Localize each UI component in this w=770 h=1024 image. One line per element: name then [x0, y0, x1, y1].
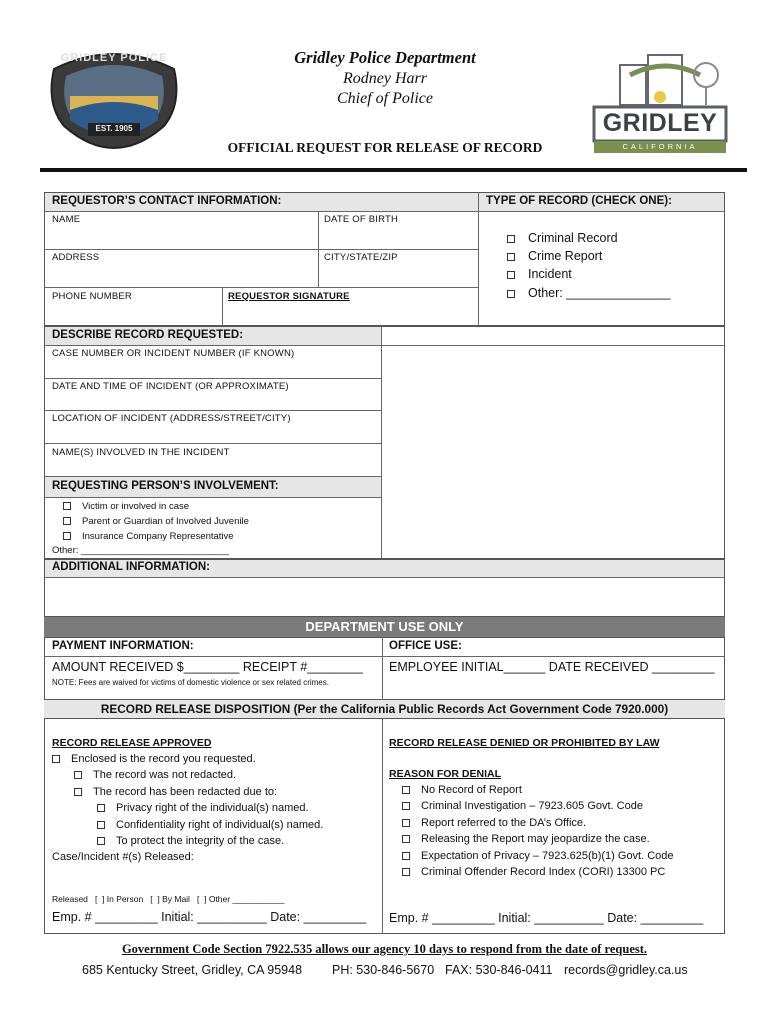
- name-field[interactable]: NAME: [52, 214, 81, 225]
- divider: [44, 443, 381, 444]
- case-released-field[interactable]: Case/Incident #(s) Released:: [52, 851, 194, 863]
- record-type-option[interactable]: [507, 286, 671, 300]
- checkbox-icon[interactable]: [507, 290, 515, 298]
- divider: [44, 345, 725, 346]
- denial-reason-option[interactable]: [402, 866, 665, 878]
- option-label: Enclosed is the record you requested.: [71, 753, 256, 765]
- redaction-reason-option[interactable]: [97, 802, 309, 814]
- city-logo-name: GRIDLEY: [602, 109, 718, 137]
- denied-heading: RECORD RELEASE DENIED OR PROHIBITED BY LAW: [389, 737, 660, 749]
- checkbox-icon[interactable]: [97, 837, 105, 845]
- option-label: Releasing the Report may jeopardize the case.: [421, 833, 650, 845]
- checkbox-icon[interactable]: [63, 517, 71, 525]
- checkbox-icon[interactable]: [402, 819, 410, 827]
- signature-field[interactable]: REQUESTOR SIGNATURE: [228, 291, 350, 302]
- footer-fax: FAX: 530-846-0411: [445, 963, 553, 977]
- option-label: Incident: [528, 267, 572, 281]
- divider: [44, 497, 381, 498]
- requestor-heading: REQUESTOR’S CONTACT INFORMATION:: [52, 195, 282, 207]
- option-label: Expectation of Privacy – 7923.625(b)(1) Govt. Code: [421, 850, 674, 862]
- option-label: Privacy right of the individual(s) named.: [116, 802, 309, 814]
- checkbox-icon[interactable]: [74, 771, 82, 779]
- divider: [44, 378, 381, 379]
- option-label: The record has been redacted due to:: [93, 786, 278, 798]
- option-label: Parent or Guardian of Involved Juvenile: [82, 516, 249, 527]
- describe-heading: DESCRIBE RECORD REQUESTED:: [52, 329, 244, 341]
- police-badge: [44, 44, 184, 149]
- incident-date-field[interactable]: DATE AND TIME OF INCIDENT (OR APPROXIMATE): [52, 381, 289, 392]
- denial-reason-option[interactable]: [402, 800, 643, 812]
- denied-signoff-field[interactable]: Emp. # _________ Initial: __________ Date: _________: [389, 911, 704, 925]
- additional-heading: ADDITIONAL INFORMATION:: [52, 561, 211, 573]
- checkbox-icon[interactable]: [402, 852, 410, 860]
- option-label: Victim or involved in case: [82, 501, 190, 512]
- redaction-reason-option[interactable]: [97, 819, 323, 831]
- dept-use-heading: DEPARTMENT USE ONLY: [305, 619, 464, 634]
- divider: [44, 577, 725, 578]
- record-type-option[interactable]: [507, 249, 602, 263]
- option-label: Report referred to the DA’s Office.: [421, 817, 587, 829]
- redaction-reason-option[interactable]: [97, 835, 284, 847]
- option-label: To protect the integrity of the case.: [116, 835, 285, 847]
- option-label: Criminal Offender Record Index (CORI) 13300 PC: [421, 866, 666, 878]
- divider: [44, 287, 478, 288]
- case-number-field[interactable]: CASE NUMBER OR INCIDENT NUMBER (IF KNOWN): [52, 348, 295, 359]
- checkbox-icon[interactable]: [63, 532, 71, 540]
- checkbox-icon[interactable]: [97, 821, 105, 829]
- involvement-option[interactable]: [63, 516, 249, 527]
- involvement-option[interactable]: [63, 531, 234, 542]
- incident-location-field[interactable]: LOCATION OF INCIDENT (ADDRESS/STREET/CITY): [52, 413, 291, 424]
- divider: [44, 249, 478, 250]
- checkbox-icon[interactable]: [507, 235, 515, 243]
- denial-reason-option[interactable]: [402, 784, 522, 796]
- option-label: No Record of Report: [421, 784, 522, 796]
- divider: [382, 718, 383, 934]
- chief-title: Chief of Police: [337, 90, 433, 107]
- checkbox-icon[interactable]: [507, 271, 515, 279]
- option-label: Criminal Record: [528, 231, 618, 245]
- option-label: Criminal Investigation – 7923.605 Govt. Code: [421, 800, 643, 812]
- approved-signoff-field[interactable]: Emp. # _________ Initial: __________ Date: _________: [52, 910, 367, 924]
- office-heading: OFFICE USE:: [389, 640, 462, 652]
- option-label: Confidentiality right of individual(s) named.: [116, 819, 324, 831]
- checkbox-icon[interactable]: [63, 502, 71, 510]
- released-method-field[interactable]: Released [ ] In Person [ ] By Mail [ ] Other ___________: [52, 894, 285, 904]
- not-redacted-option[interactable]: [74, 769, 236, 781]
- header-rule: [40, 168, 747, 172]
- involvement-option[interactable]: [63, 501, 189, 512]
- option-label: Insurance Company Representative: [82, 531, 234, 542]
- form-title: OFFICIAL REQUEST FOR RELEASE OF RECORD: [227, 140, 543, 155]
- record-type-heading: TYPE OF RECORD (CHECK ONE):: [486, 195, 672, 207]
- divider: [222, 287, 223, 326]
- divider: [381, 326, 382, 559]
- payment-heading: PAYMENT INFORMATION:: [52, 640, 194, 652]
- checkbox-icon[interactable]: [402, 868, 410, 876]
- approved-heading: RECORD RELEASE APPROVED: [52, 737, 212, 749]
- payment-note: NOTE: Fees are waived for victims of domestic violence or sex related crimes.: [52, 678, 329, 687]
- chief-name: Rodney Harr: [343, 70, 427, 87]
- involvement-other-field[interactable]: Other: ____________________________: [52, 545, 229, 556]
- city-logo-state: CALIFORNIA: [622, 142, 698, 151]
- denial-reason-option[interactable]: [402, 817, 586, 829]
- footer-phone: PH: 530-846-5670: [332, 963, 435, 977]
- badge-bottom-text: EST. 1905: [95, 124, 133, 133]
- checkbox-icon[interactable]: [402, 802, 410, 810]
- names-involved-field[interactable]: NAME(S) INVOLVED IN THE INCIDENT: [52, 447, 230, 458]
- checkbox-icon[interactable]: [402, 786, 410, 794]
- record-type-option[interactable]: [507, 231, 618, 245]
- checkbox-icon[interactable]: [74, 788, 82, 796]
- dob-field[interactable]: DATE OF BIRTH: [324, 214, 399, 225]
- amount-received-field[interactable]: AMOUNT RECEIVED $________ RECEIPT #________: [52, 660, 363, 674]
- denial-reason-heading: REASON FOR DENIAL: [389, 768, 502, 780]
- gov-code-notice: Government Code Section 7922.535 allows our agency 10 days to respond from the date of request.: [121, 942, 648, 956]
- divider: [382, 637, 383, 700]
- disposition-heading: RECORD RELEASE DISPOSITION (Per the California Public Records Act Government Code 7920.000): [100, 702, 669, 716]
- option-label: Crime Report: [528, 249, 603, 263]
- divider: [44, 211, 725, 212]
- record-type-option[interactable]: [507, 267, 572, 281]
- divider: [478, 192, 479, 326]
- checkbox-icon[interactable]: [507, 253, 515, 261]
- denial-reason-option[interactable]: [402, 850, 674, 862]
- badge-top-text: GRIDLEY POLICE: [60, 52, 168, 64]
- department-name: Gridley Police Department: [294, 48, 476, 67]
- employee-initial-field[interactable]: EMPLOYEE INITIAL______ DATE RECEIVED _________: [389, 660, 715, 674]
- enclosed-option[interactable]: [52, 753, 256, 765]
- involvement-heading: REQUESTING PERSON’S INVOLVEMENT:: [52, 480, 279, 492]
- city-state-zip-field[interactable]: CITY/STATE/ZIP: [324, 252, 398, 263]
- divider: [44, 656, 725, 657]
- redacted-option[interactable]: [74, 786, 277, 798]
- phone-field[interactable]: PHONE NUMBER: [52, 291, 132, 302]
- checkbox-icon[interactable]: [52, 755, 60, 763]
- checkbox-icon[interactable]: [97, 804, 105, 812]
- city-logo: [590, 45, 730, 157]
- footer-email[interactable]: records@gridley.ca.us: [564, 963, 688, 977]
- divider: [44, 410, 381, 411]
- footer-address: 685 Kentucky Street, Gridley, CA 95948: [82, 963, 303, 977]
- option-label: The record was not redacted.: [93, 769, 237, 781]
- denial-reason-option[interactable]: [402, 833, 650, 845]
- address-field[interactable]: ADDRESS: [52, 252, 100, 263]
- option-label: Other: _______________: [528, 286, 671, 300]
- checkbox-icon[interactable]: [402, 835, 410, 843]
